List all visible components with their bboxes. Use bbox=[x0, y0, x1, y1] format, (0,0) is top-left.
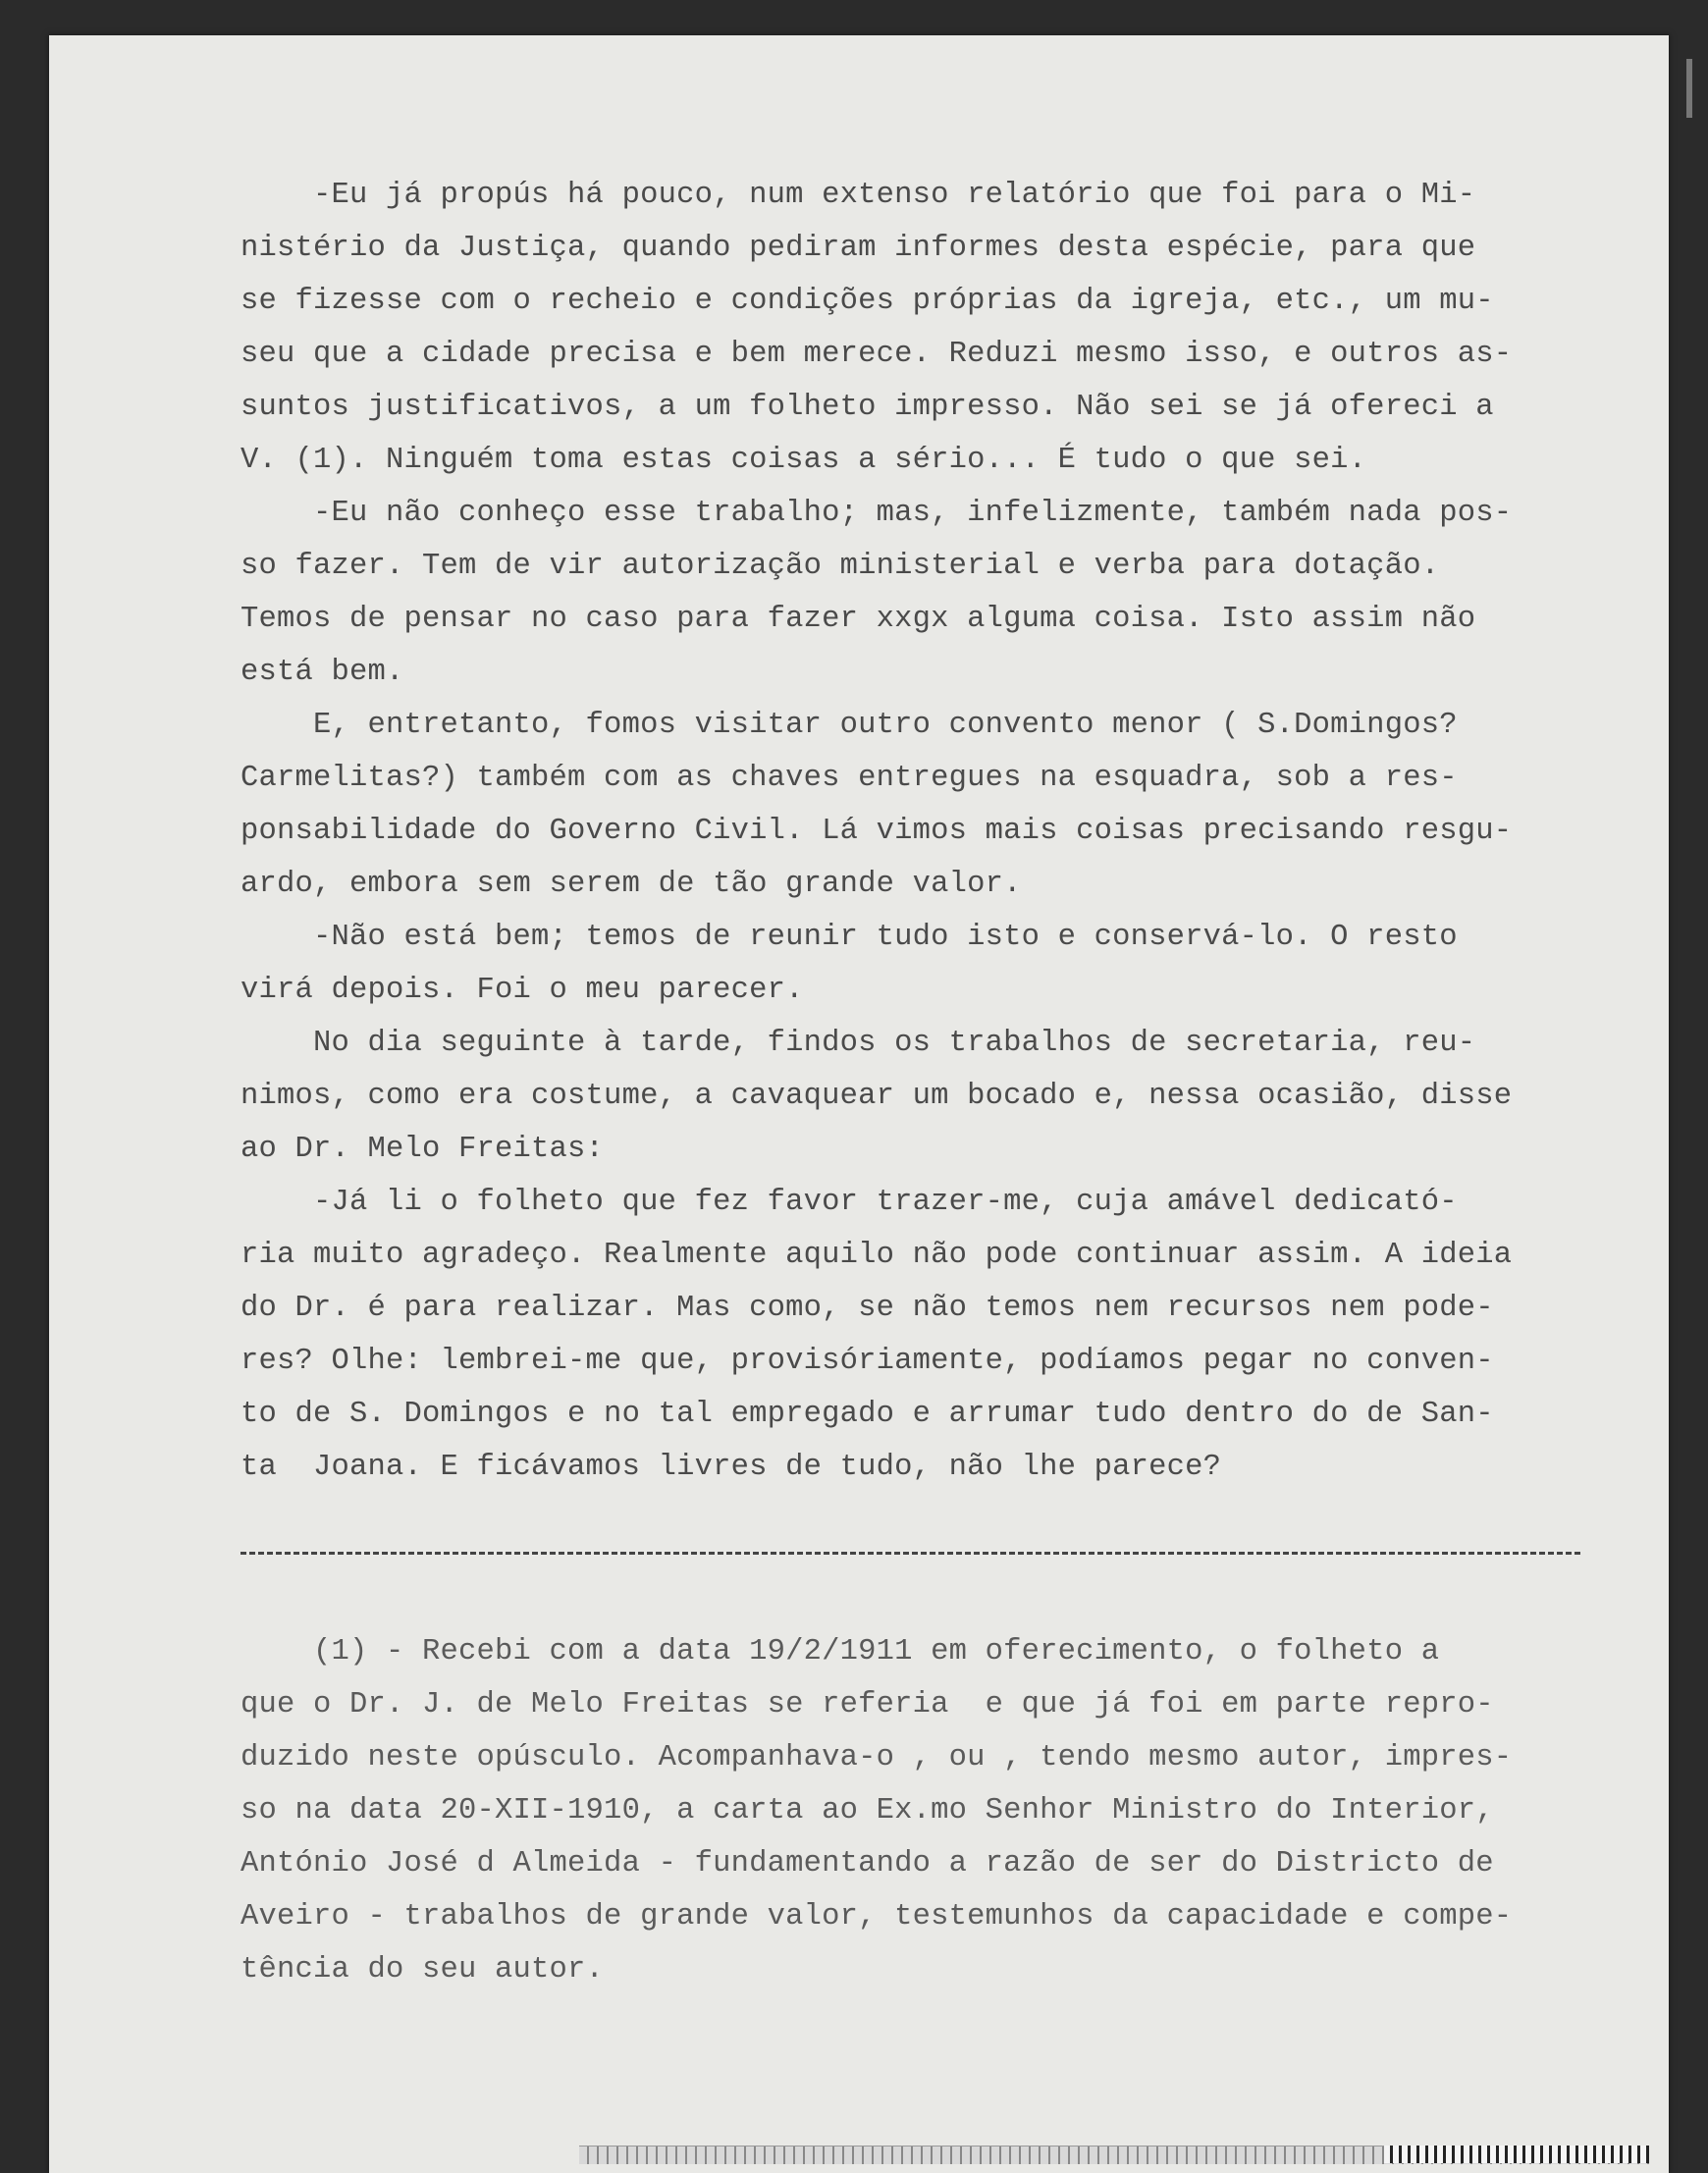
text-line: to de S. Domingos e no tal empregado e arrumar tudo dentro do de San- bbox=[240, 1398, 1494, 1431]
text-line: No dia seguinte à tarde, findos os trabalhos de secretaria, reu- bbox=[240, 1027, 1476, 1060]
text-line: so fazer. Tem de vir autorização ministerial e verba para dotação. bbox=[240, 550, 1440, 583]
text-line: -Eu já propús há pouco, num extenso relatório que foi para o Mi- bbox=[240, 179, 1476, 212]
text-line: do Dr. é para realizar. Mas como, se não temos nem recursos nem pode- bbox=[240, 1292, 1494, 1325]
text-line: ta Joana. E ficávamos livres de tudo, não lhe parece? bbox=[240, 1451, 1222, 1484]
text-line: ardo, embora sem serem de tão grande valor. bbox=[240, 868, 1022, 901]
text-line: virá depois. Foi o meu parecer. bbox=[240, 974, 804, 1007]
document-page bbox=[49, 35, 1669, 2173]
scale-ruler-end bbox=[1384, 2146, 1649, 2163]
text-line: suntos justificativos, a um folheto impresso. Não sei se já ofereci a bbox=[240, 391, 1494, 424]
text-line: está bem. bbox=[240, 656, 404, 689]
text-line: -Eu não conheço esse trabalho; mas, infelizmente, também nada pos- bbox=[240, 497, 1513, 530]
text-line: -Já li o folheto que fez favor trazer-me, cuja amável dedicató- bbox=[240, 1186, 1458, 1219]
text-line: nimos, como era costume, a cavaquear um bocado e, nessa ocasião, disse bbox=[240, 1080, 1513, 1113]
footnote-line: so na data 20-XII-1910, a carta ao Ex.mo Senhor Ministro do Interior, bbox=[240, 1794, 1494, 1828]
footnote-line: tência do seu autor. bbox=[240, 1953, 605, 1987]
text-line: ponsabilidade do Governo Civil. Lá vimos mais coisas precisando resgu- bbox=[240, 815, 1513, 848]
text-line: nistério da Justiça, quando pediram informes desta espécie, para que bbox=[240, 232, 1476, 265]
text-line: -Não está bem; temos de reunir tudo isto e conservá-lo. O resto bbox=[240, 921, 1458, 954]
footnote-line: (1) - Recebi com a data 19/2/1911 em oferecimento, o folheto a bbox=[240, 1635, 1440, 1669]
body-text bbox=[240, 169, 1634, 1494]
edge-mark bbox=[1686, 59, 1692, 118]
footnote-separator bbox=[240, 1552, 1580, 1555]
footnote-line: Aveiro - trabalhos de grande valor, testemunhos da capacidade e compe- bbox=[240, 1900, 1513, 1934]
text-line: E, entretanto, fomos visitar outro convento menor ( S.Domingos? bbox=[240, 709, 1458, 742]
text-line: Temos de pensar no caso para fazer xxgx alguma coisa. Isto assim não bbox=[240, 603, 1476, 636]
text-line: res? Olhe: lembrei-me que, provisóriamente, podíamos pegar no conven- bbox=[240, 1345, 1494, 1378]
text-line: ria muito agradeço. Realmente aquilo não pode continuar assim. A ideia bbox=[240, 1239, 1513, 1272]
footnote bbox=[240, 1625, 1634, 1996]
text-line: ao Dr. Melo Freitas: bbox=[240, 1133, 605, 1166]
text-line: V. (1). Ninguém toma estas coisas a sério... É tudo o que sei. bbox=[240, 444, 1367, 477]
footnote-line: que o Dr. J. de Melo Freitas se referia e que já foi em parte repro- bbox=[240, 1688, 1494, 1722]
text-line: se fizesse com o recheio e condições próprias da igreja, etc., um mu- bbox=[240, 285, 1494, 318]
text-line: seu que a cidade precisa e bem merece. Reduzi mesmo isso, e outros as- bbox=[240, 338, 1513, 371]
text-line: Carmelitas?) também com as chaves entregues na esquadra, sob a res- bbox=[240, 762, 1458, 795]
footnote-line: duzido neste opúsculo. Acompanhava-o , ou , tendo mesmo autor, impres- bbox=[240, 1741, 1513, 1775]
footnote-line: António José d Almeida - fundamentando a razão de ser do Districto de bbox=[240, 1847, 1494, 1881]
